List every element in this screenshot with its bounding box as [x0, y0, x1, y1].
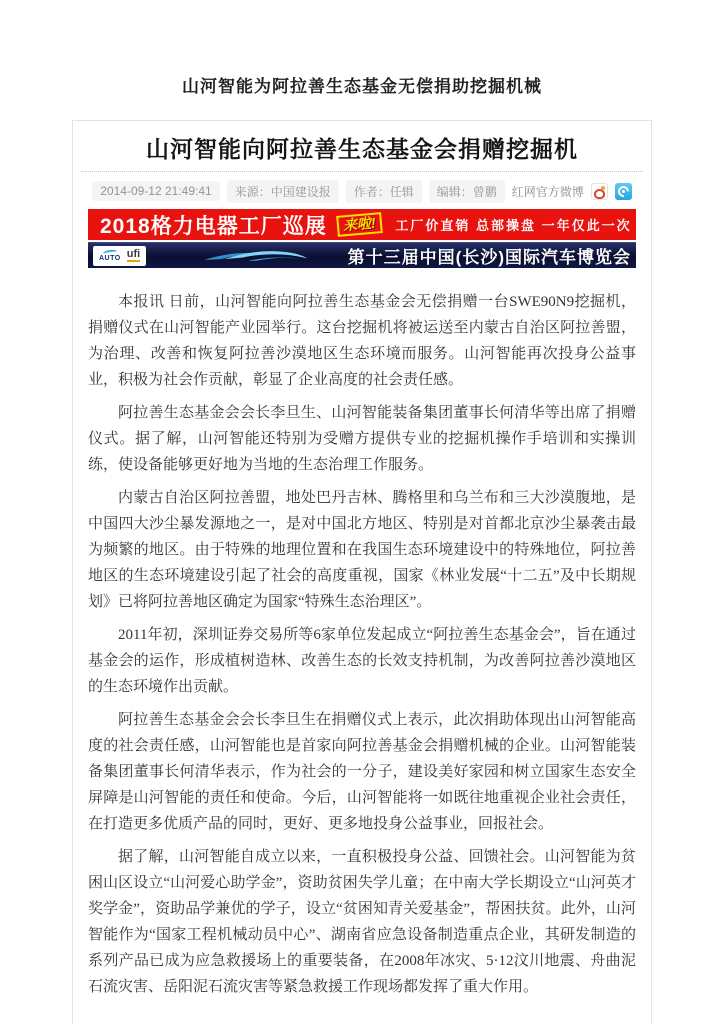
ad-gree-badge: 来啦! [336, 212, 382, 237]
paragraph-5: 阿拉善生态基金会会长李旦生在捐赠仪式上表示，此次捐助体现出山河智能高度的社会责任感，山河智能也是首家向阿拉善基金会捐赠机械的企业。山河智能装备集团董事长何清华表示，作为社会的一分子，建设美好家园和树立国家生态安全屏障是山河智能的责任和使命。今后，山河智能将一如既往地重视企业社会责任，在打造更多优质产品的同时，更好、更多地投身公益事业，回报社会。 [88, 712, 636, 832]
weibo-follow-link[interactable]: 红网官方微博 [511, 184, 584, 199]
ad-auto-expo-title: 第十三届中国(长沙)国际汽车博览会 [347, 248, 631, 267]
sina-weibo-icon[interactable] [591, 183, 608, 200]
page-title: 山河智能为阿拉善生态基金无偿捐助挖掘机械 [182, 77, 542, 96]
ad-banner-gree[interactable] [88, 209, 636, 240]
paragraph-2: 阿拉善生态基金会会长李旦生、山河智能装备集团董事长何清华等出席了捐赠仪式。据了解，山河智能还特别为受赠方提供专业的挖掘机操作手培训和实操训练，使设备能够更好地为当地的生态治理工作服务。 [88, 405, 636, 473]
article-meta [88, 181, 636, 201]
ad-gree-title: 2018格力电器工厂巡展 [100, 214, 327, 238]
article-title: 山河智能向阿拉善生态基金会捐赠挖掘机 [146, 137, 578, 162]
paragraph-6: 据了解，山河智能自成立以来，一直积极投身公益、回馈社会。山河智能为贫困山区设立“山河爱心助学金”，资助贫困失学儿童；在中南大学长期设立“山河英才奖学金”，资助品学兼优的学子，设立“贫困知青关爱基金”，帮困扶贫。此外，山河智能作为“国家工程机械动员中心”、湖南省应急设备制造重点企业，其研发制造的系列产品已成为应急救援场上的重要装备，在2008年冰灾、5·12汶川地震、舟曲泥石流灾害、岳阳泥石流灾害等紧急救援工作现场都发挥了重大作用。 [88, 849, 636, 995]
paragraph-4: 2011年初，深圳证券交易所等6家单位发起成立“阿拉善生态基金会”，旨在通过基金会的运作，形成植树造林、改善生态的长效支持机制，为改善阿拉善沙漠地区的生态环境作出贡献。 [88, 627, 636, 695]
article-container [72, 120, 652, 1024]
article-body [88, 289, 636, 1000]
meta-editor: 编辑：曾鹏 [429, 180, 505, 203]
auto-logo-text: AUTO [99, 254, 121, 262]
auto-expo-logo-box [93, 246, 146, 266]
meta-datetime: 2014-09-12 21:49:41 [92, 181, 219, 201]
meta-author: 作者：任辑 [346, 180, 422, 203]
ufi-logo: ufi [126, 248, 141, 260]
ad-gree-tagline: 工厂价直销 总部操盘 一年仅此一次 [395, 218, 632, 233]
paragraph-3: 内蒙古自治区阿拉善盟，地处巴丹吉林、腾格里和乌兰布和三大沙漠腹地，是中国四大沙尘暴发源地之一，是对中国北方地区、特别是对首都北京沙尘暴袭击最为频繁的地区。由于特殊的地理位置和在我国生态环境建设中的特殊地位，阿拉善地区的生态环境建设引起了社会的高度重视，国家《林业发展“十二五”及中长期规划》已将阿拉善地区确定为国家“特殊生态治理区”。 [88, 490, 636, 610]
car-swoosh-icon [201, 245, 312, 267]
paragraph-1: 本报讯 日前，山河智能向阿拉善生态基金会无偿捐赠一台SWE90N9挖掘机，捐赠仪式在山河智能产业园举行。这台挖掘机将被运送至内蒙古自治区阿拉善盟，为治理、改善和恢复阿拉善沙漠地区生态环境而服务。山河智能再次投身公益事业，积极为社会作贡献，彰显了企业高度的社会责任感。 [88, 294, 636, 388]
ad-banner-auto-expo[interactable] [88, 242, 636, 268]
meta-source: 来源：中国建设报 [227, 180, 339, 203]
auto-logo [99, 250, 121, 262]
title-separator [81, 171, 643, 172]
tencent-weibo-icon[interactable] [615, 183, 632, 200]
